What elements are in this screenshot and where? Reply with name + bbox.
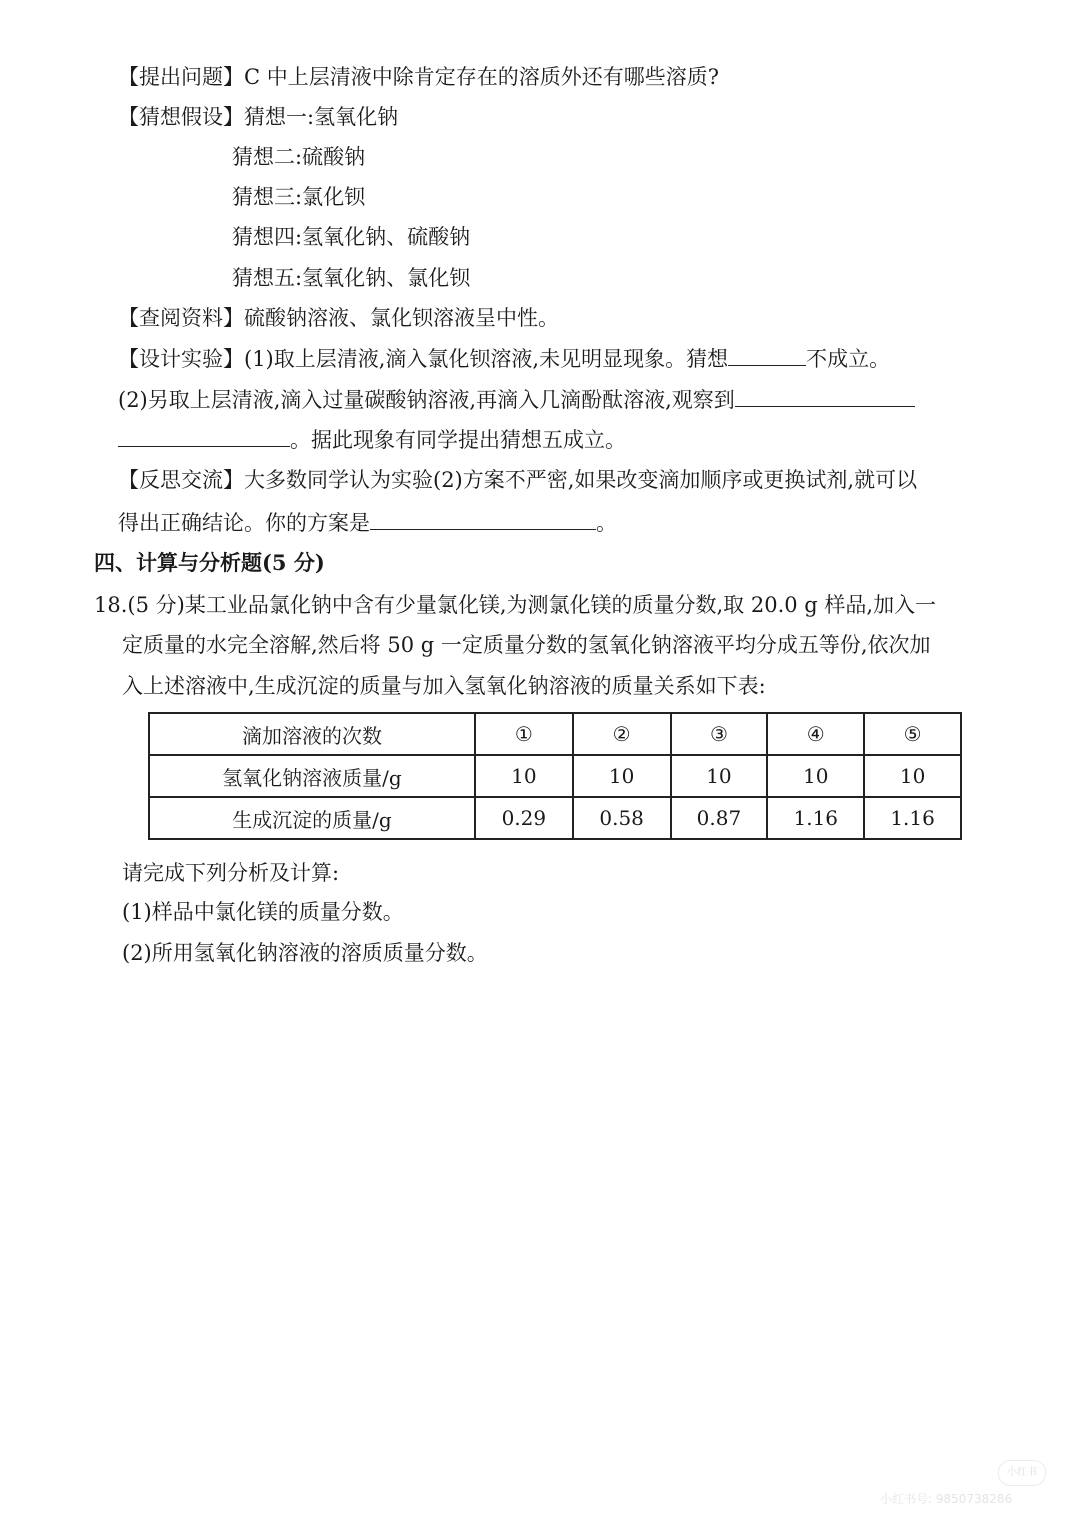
reference-line: 【查阅资料】硫酸钠溶液、氯化钡溶液呈中性。 <box>118 306 559 330</box>
table-cell: 0.58 <box>573 797 671 839</box>
data-table <box>148 712 962 840</box>
question-line: 【提出问题】C 中上层清液中除肯定存在的溶质外还有哪些溶质? <box>118 65 719 89</box>
hypothesis-line-5: 猜想五:氢氧化钠、氯化钡 <box>232 266 471 290</box>
reflection-end: 。 <box>596 511 617 535</box>
section-title: 四、计算与分析题(5 分) <box>94 550 325 575</box>
watermark-text: 小红书号: 9850738286 <box>880 1492 1013 1506</box>
table-cell: ① <box>475 713 573 755</box>
table-cell: ④ <box>767 713 864 755</box>
table-cell: 10 <box>573 755 671 797</box>
answer-blank-3[interactable] <box>118 424 290 447</box>
table-row <box>149 755 961 797</box>
answer-blank-2[interactable] <box>735 384 915 407</box>
experiment-line-1 <box>118 343 890 374</box>
reflection-line-1: 【反思交流】大多数同学认为实验(2)方案不严密,如果改变滴加顺序或更换试剂,就可以 <box>118 468 918 492</box>
table-cell: ③ <box>671 713 768 755</box>
hypothesis-line-4: 猜想四:氢氧化钠、硫酸钠 <box>232 225 471 249</box>
reflection-line-2 <box>118 507 617 538</box>
table-cell: 0.29 <box>475 797 573 839</box>
table-cell: 1.16 <box>767 797 864 839</box>
table-cell: 10 <box>864 755 961 797</box>
instruction-line: 请完成下列分析及计算: <box>122 861 340 885</box>
table-cell: ⑤ <box>864 713 961 755</box>
table-cell: 氢氧化钠溶液质量/g <box>149 755 475 797</box>
hypothesis-line-1: 【猜想假设】猜想一:氢氧化钠 <box>118 105 399 129</box>
table-cell: 1.16 <box>864 797 961 839</box>
q18-line-3: 入上述溶液中,生成沉淀的质量与加入氢氧化钠溶液的质量关系如下表: <box>122 674 766 698</box>
answer-blank-1[interactable] <box>728 343 806 366</box>
experiment-line-3 <box>118 424 626 455</box>
q18-line-2: 定质量的水完全溶解,然后将 50 g 一定质量分数的氢氧化钠溶液平均分成五等份,依次加 <box>122 633 931 657</box>
table-row <box>149 713 961 755</box>
hypothesis-line-3: 猜想三:氯化钡 <box>232 185 366 209</box>
experiment-line-2 <box>118 384 915 415</box>
q18-line-1: 18.(5 分)某工业品氯化钠中含有少量氯化镁,为测氯化镁的质量分数,取 20.0 g 样品,加入一 <box>94 593 937 617</box>
table-cell: 生成沉淀的质量/g <box>149 797 475 839</box>
table-cell: 滴加溶液的次数 <box>149 713 475 755</box>
table-cell: 0.87 <box>671 797 768 839</box>
experiment-text-2: (2)另取上层清液,滴入过量碳酸钠溶液,再滴入几滴酚酞溶液,观察到 <box>118 388 735 412</box>
experiment-text-1: 【设计实验】(1)取上层清液,滴入氯化钡溶液,未见明显现象。猜想 <box>118 347 729 371</box>
table-cell: ② <box>573 713 671 755</box>
experiment-text-3: 。据此现象有同学提出猜想五成立。 <box>290 428 626 452</box>
hypothesis-line-2: 猜想二:硫酸钠 <box>232 145 366 169</box>
reflection-text: 得出正确结论。你的方案是 <box>118 511 370 535</box>
experiment-text-1b: 不成立。 <box>806 347 891 371</box>
sub-question-1: (1)样品中氯化镁的质量分数。 <box>122 900 404 924</box>
table-cell: 10 <box>475 755 573 797</box>
sub-question-2: (2)所用氢氧化钠溶液的溶质质量分数。 <box>122 941 488 965</box>
watermark-logo: 小红书 <box>998 1460 1046 1486</box>
table-row <box>149 797 961 839</box>
table-cell: 10 <box>767 755 864 797</box>
table-cell: 10 <box>671 755 768 797</box>
answer-blank-4[interactable] <box>370 507 596 530</box>
